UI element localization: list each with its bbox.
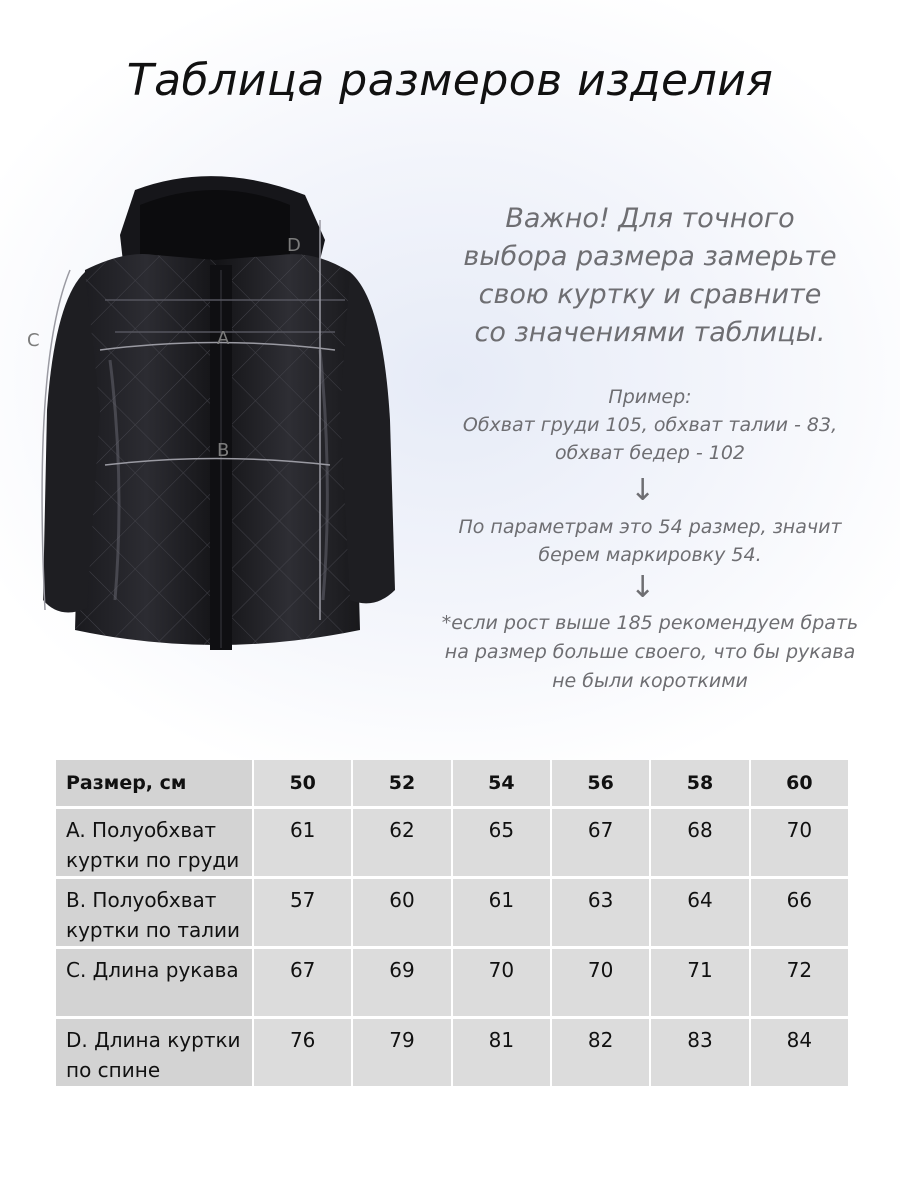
table-cell: 81 <box>453 1019 550 1086</box>
table-cell: 79 <box>353 1019 450 1086</box>
table-cell: 71 <box>651 949 748 1016</box>
down-arrow-icon: ↓ <box>630 570 656 605</box>
table-cell: 66 <box>751 879 848 946</box>
size-table <box>54 757 850 1089</box>
row-label: C. Длина рукава <box>56 949 252 1016</box>
table-cell: 70 <box>453 949 550 1016</box>
size-header: 50 <box>254 760 351 806</box>
table-cell: 68 <box>651 809 748 876</box>
table-cell: 64 <box>651 879 748 946</box>
table-cell: 84 <box>751 1019 848 1086</box>
table-row <box>56 879 848 946</box>
table-cell: 67 <box>254 949 351 1016</box>
size-header: 52 <box>353 760 450 806</box>
example-note: Пример: Обхват груди 105, обхват талии - 83, обхват бедер - 102 <box>462 386 838 464</box>
height-note: *если рост выше 185 рекомендуем брать на размер больше своего, что бы рукава не были короткими <box>441 612 859 692</box>
table-cell: 61 <box>254 809 351 876</box>
down-arrow-icon: ↓ <box>630 473 656 508</box>
table-row <box>56 1019 848 1086</box>
measure-label-d: D <box>287 235 301 256</box>
table-cell: 61 <box>453 879 550 946</box>
size-header: 54 <box>453 760 550 806</box>
table-cell: 65 <box>453 809 550 876</box>
measure-label-b: B <box>217 440 230 461</box>
table-cell: 70 <box>751 809 848 876</box>
table-cell: 83 <box>651 1019 748 1086</box>
table-cell: 57 <box>254 879 351 946</box>
table-row <box>56 809 848 876</box>
jacket-sleeve-right <box>340 272 395 603</box>
jacket-fur-collar <box>140 190 290 263</box>
jacket-image <box>15 160 415 680</box>
table-cell: 67 <box>552 809 649 876</box>
table-cell: 62 <box>353 809 450 876</box>
size-header: 58 <box>651 760 748 806</box>
row-label: A. Полуобхват куртки по груди <box>56 809 252 876</box>
params-note: По параметрам это 54 размер, значит берем маркировку 54. <box>458 516 842 566</box>
table-cell: 63 <box>552 879 649 946</box>
table-cell: 76 <box>254 1019 351 1086</box>
header-label: Размер, см <box>56 760 252 806</box>
jacket-illustration <box>15 160 415 680</box>
important-note: Важно! Для точного выбора размера замерьте свою куртку и сравните со значениями таблицы. <box>463 203 837 348</box>
table-row <box>56 949 848 1016</box>
table-header-row <box>56 760 848 806</box>
table-cell: 70 <box>552 949 649 1016</box>
table-cell: 72 <box>751 949 848 1016</box>
table-cell: 69 <box>353 949 450 1016</box>
row-label: D. Длина куртки по спине <box>56 1019 252 1086</box>
measure-label-a: A <box>217 328 230 349</box>
measure-label-c: C <box>27 330 40 351</box>
table-cell: 60 <box>353 879 450 946</box>
size-header: 60 <box>751 760 848 806</box>
page-title: Таблица размеров изделия <box>126 55 774 106</box>
table-cell: 82 <box>552 1019 649 1086</box>
row-label: B. Полуобхват куртки по талии <box>56 879 252 946</box>
size-header: 56 <box>552 760 649 806</box>
